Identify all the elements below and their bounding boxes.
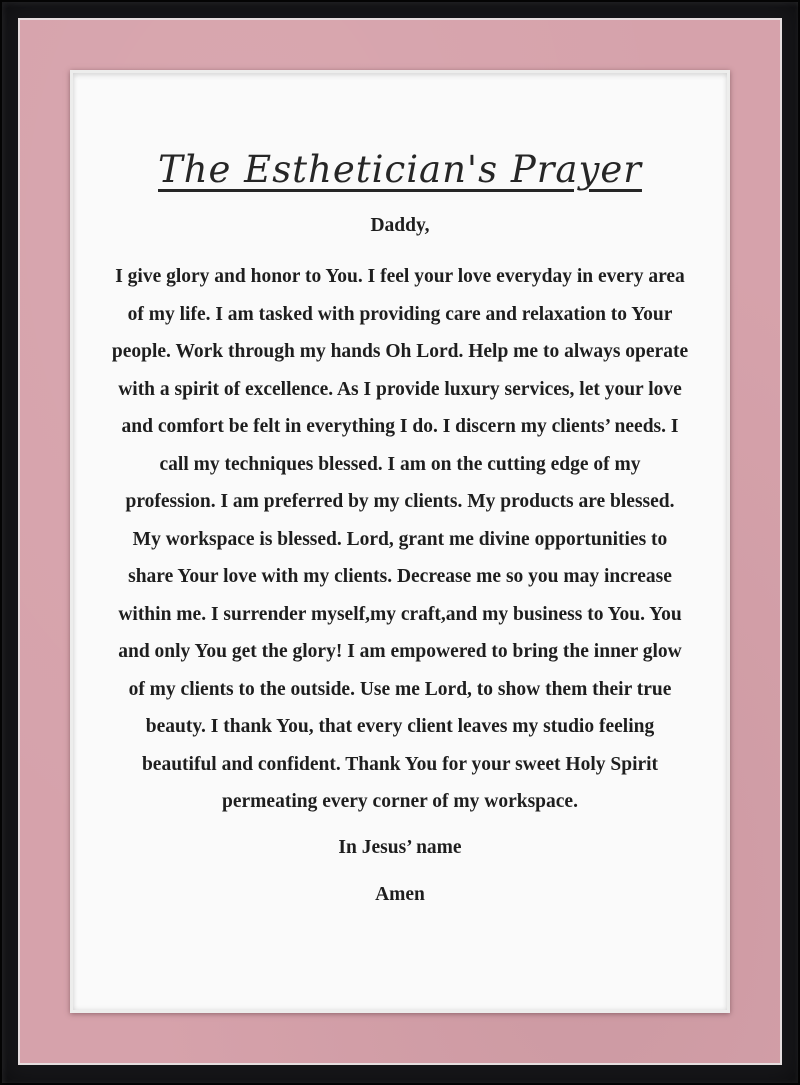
prayer-line: beautiful and confident. Thank You for your sweet Holy Spirit [141,753,659,775]
prayer-line: share Your love with my clients. Decrease me so you may increase [128,566,672,587]
prayer-line: permeating every corner of my workspace. [222,791,578,812]
prayer-line: people. Work through my hands Oh Lord. Help me to always operate [111,341,689,362]
prayer-line: call my techniques blessed. I am on the cutting edge of my [159,453,641,475]
prayer-line: My workspace is blessed. Lord, grant me divine opportunities to [132,528,668,550]
prayer-sheet [70,70,730,1013]
prayer-line: and only You get the glory! I am empowered to bring the inner glow [118,641,682,662]
prayer-title: The Esthetician's Prayer [158,148,642,191]
prayer-line: I give glory and honor to You. I feel your love everyday in every area [115,266,685,287]
closing-line: In Jesus’ name [338,836,462,858]
prayer-body [73,258,727,821]
salutation: Daddy, [370,215,430,236]
prayer-line: within me. I surrender myself,my craft,and my business to You. You [118,603,682,625]
prayer-line: of my life. I am tasked with providing care and relaxation to Your [127,303,673,325]
prayer-line: with a spirit of excellence. As I provide luxury services, let your love [118,378,682,400]
amen-line: Amen [375,884,425,905]
mat-board [18,18,782,1065]
prayer-line: of my clients to the outside. Use me Lord, to show them their true [128,678,672,700]
prayer-line: profession. I am preferred by my clients. My products are blessed. [125,491,675,512]
prayer-line: and comfort be felt in everything I do. I discern my clients’ needs. I [121,416,679,437]
prayer-line: beauty. I thank You, that every client leaves my studio feeling [145,716,655,737]
